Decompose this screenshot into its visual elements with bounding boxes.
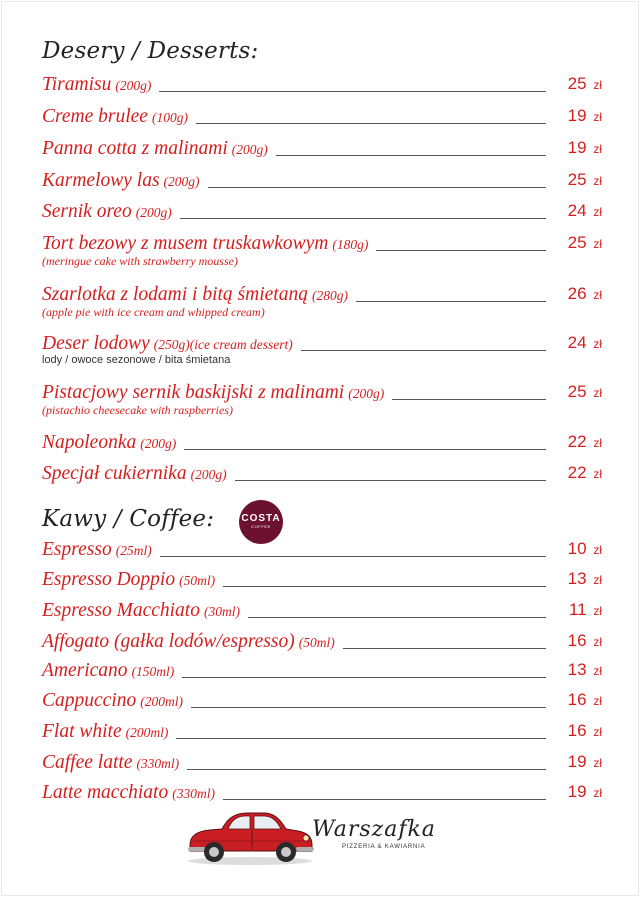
item-quantity: (200g): [231, 142, 268, 157]
menu-item: [42, 329, 602, 366]
costa-coffee-logo: COSTA COFFEE: [239, 500, 283, 544]
brand-name: Warszafka: [312, 817, 436, 842]
leader-line: [182, 676, 546, 678]
item-description: (meringue cake with strawberry mousse): [42, 254, 238, 268]
leader-line: [191, 706, 546, 708]
leader-line: [184, 448, 546, 450]
item-price: 19 zł: [567, 106, 602, 125]
item-description: (pistachio cheesecake with raspberries): [42, 403, 233, 417]
item-description: (apple pie with ice cream and whipped cream): [42, 305, 265, 319]
menu-item: [42, 627, 602, 653]
item-name: Tort bezowy z musem truskawkowym: [42, 233, 329, 254]
menu-item: [42, 778, 602, 804]
menu-item: [42, 717, 602, 743]
menu-item: [42, 535, 602, 561]
item-quantity: (50ml): [298, 635, 335, 650]
item-price: 25 zł: [567, 74, 602, 93]
item-name: Sernik oreo: [42, 201, 132, 222]
leader-line: [343, 647, 546, 649]
leader-line: [180, 217, 546, 219]
item-quantity: (330ml): [172, 786, 215, 801]
item-name: Cappuccino: [42, 690, 137, 711]
item-quantity: (30ml): [203, 604, 240, 619]
item-name: Espresso Macchiato: [42, 600, 200, 621]
leader-line: [208, 186, 546, 188]
item-name: Pistacjowy sernik baskijski z malinami: [42, 382, 345, 403]
leader-line: [187, 768, 546, 770]
brand-logo: [312, 818, 462, 850]
item-quantity: (280g): [311, 288, 348, 303]
menu-item: [42, 134, 602, 160]
menu-item: [42, 70, 602, 96]
menu-item: [42, 428, 602, 454]
item-quantity: (200ml): [140, 694, 183, 709]
leader-line: [160, 555, 546, 557]
leader-line: [159, 90, 546, 92]
item-price: 22 zł: [567, 463, 602, 482]
item-price: 16 zł: [567, 721, 602, 740]
item-price: 25 zł: [567, 233, 602, 252]
item-quantity: (100g): [151, 110, 188, 125]
item-quantity: (50ml): [179, 573, 216, 588]
item-quantity: (200g): [348, 386, 385, 401]
item-name: Espresso: [42, 539, 112, 560]
coffee-section-title: Kawy / Coffee:: [42, 506, 215, 532]
menu-item: [42, 748, 602, 774]
menu-item: [42, 686, 602, 712]
item-quantity: (200ml): [125, 725, 169, 740]
leader-line: [392, 398, 546, 400]
item-price: 13 zł: [567, 569, 602, 588]
item-quantity: (330ml): [136, 756, 180, 771]
item-name: Creme brulee: [42, 106, 148, 127]
item-price: 10 zł: [567, 539, 602, 558]
item-quantity: (200g): [163, 174, 200, 189]
item-quantity: (180g): [332, 237, 369, 252]
leader-line: [235, 479, 546, 481]
item-price: 16 zł: [567, 690, 602, 709]
item-name: Tiramisu: [42, 74, 112, 95]
menu-item: [42, 459, 602, 485]
item-quantity: (200g): [115, 78, 152, 93]
item-name: Karmelowy las: [42, 170, 160, 191]
item-quantity: (250g)(ice cream dessert): [153, 337, 293, 352]
menu-item: [42, 596, 602, 622]
item-name: Specjał cukiernika: [42, 463, 187, 484]
item-quantity: (150ml): [131, 664, 175, 679]
item-name: Szarlotka z lodami i bitą śmietaną: [42, 284, 308, 305]
vintage-car-illustration: [184, 805, 316, 867]
desserts-section-title: Desery / Desserts:: [42, 38, 259, 64]
item-name: Flat white: [42, 721, 122, 742]
leader-line: [248, 616, 546, 618]
item-price: 13 zł: [567, 660, 602, 679]
item-name: Latte macchiato: [42, 782, 169, 803]
item-quantity: (25ml): [115, 543, 152, 558]
item-price: 19 zł: [567, 782, 602, 801]
leader-line: [301, 349, 546, 351]
item-quantity: (200g): [135, 205, 172, 220]
item-name: Deser lodowy: [42, 333, 150, 354]
item-name: Americano: [42, 660, 128, 681]
leader-line: [176, 737, 546, 739]
item-price: 22 zł: [567, 432, 602, 451]
leader-line: [376, 249, 546, 251]
item-price: 19 zł: [567, 752, 602, 771]
item-price: 19 zł: [567, 138, 602, 157]
leader-line: [276, 154, 546, 156]
item-price: 25 zł: [567, 170, 602, 189]
leader-line: [196, 122, 546, 124]
item-name: Panna cotta z malinami: [42, 138, 228, 159]
item-quantity: (200g): [140, 436, 177, 451]
item-quantity: (200g): [190, 467, 227, 482]
menu-item: [42, 565, 602, 591]
menu-item: [42, 378, 602, 418]
item-price: 24 zł: [567, 333, 602, 352]
menu-item: [42, 166, 602, 192]
menu-item: [42, 102, 602, 128]
item-price: 16 zł: [567, 631, 602, 650]
item-price: 25 zł: [567, 382, 602, 401]
item-name: Caffee latte: [42, 752, 133, 773]
menu-item: [42, 229, 602, 269]
item-description: lody / owoce sezonowe / bita śmietana: [42, 354, 231, 366]
item-price: 11 zł: [568, 600, 602, 619]
menu-item: [42, 280, 602, 320]
item-name: Napoleonka: [42, 432, 137, 453]
item-price: 24 zł: [567, 201, 602, 220]
leader-line: [356, 300, 546, 302]
item-price: 26 zł: [567, 284, 602, 303]
leader-line: [223, 585, 546, 587]
menu-item: [42, 656, 602, 682]
item-name: Affogato (gałka lodów/espresso): [42, 631, 295, 652]
brand-tagline: PIZZERIA & KAWIARNIA: [342, 844, 426, 850]
menu-item: [42, 197, 602, 223]
item-name: Espresso Doppio: [42, 569, 176, 590]
leader-line: [223, 798, 546, 800]
